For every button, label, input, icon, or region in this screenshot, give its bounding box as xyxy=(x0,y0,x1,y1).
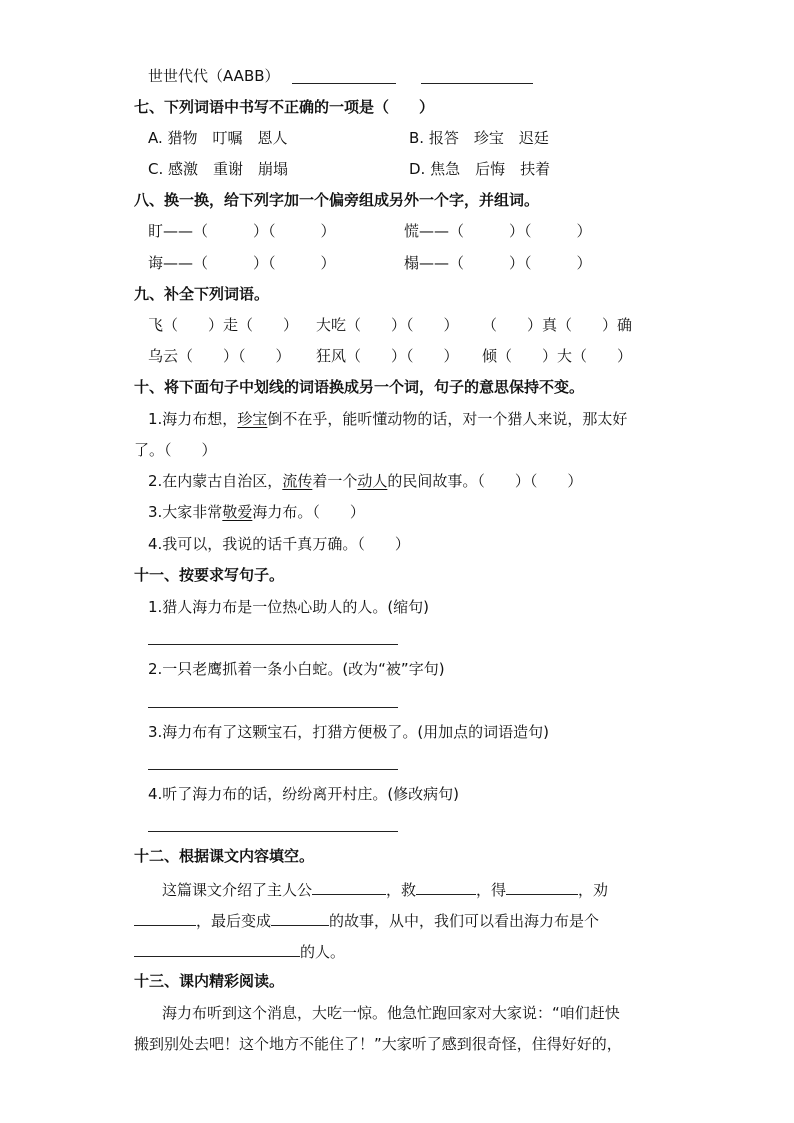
q11-answer-line-3[interactable] xyxy=(148,768,398,770)
q11-answer-line-1[interactable] xyxy=(148,643,398,645)
q8-item-4[interactable]: 榻——（ ）（ ） xyxy=(404,254,592,272)
q10-s2-text-b: 着一个 xyxy=(312,472,358,490)
q9-title: 九、补全下列词语。 xyxy=(134,285,270,303)
q12-blank-save[interactable] xyxy=(416,878,476,895)
q12-text-2: ，救 xyxy=(386,881,417,899)
aabb-word: 世世代代（AABB） xyxy=(148,67,280,85)
q9-word-1[interactable]: 飞（ ）走（ ） xyxy=(148,316,299,334)
q10-s2-underlined-1: 流传 xyxy=(282,472,313,490)
q10-sentence-1-cont[interactable]: 了。（ ） xyxy=(134,441,217,459)
q13-passage-line-1: 海力布听到这个消息，大吃一惊。他急忙跑回家对大家说：“咱们赶快 xyxy=(162,1004,620,1022)
q8-title: 八、换一换，给下列字加一个偏旁组成另外一个字，并组词。 xyxy=(134,191,540,209)
q7-option-d[interactable]: D. 焦急 后悔 扶着 xyxy=(409,160,551,178)
q9-word-2[interactable]: 大吃（ ）（ ） xyxy=(316,316,459,334)
q10-s2-text-c: 的民间故事。（ ）（ ） xyxy=(387,472,583,490)
q11-title: 十一、按要求写句子。 xyxy=(134,566,285,584)
q10-sentence-4[interactable]: 4.我可以，我说的话千真万确。（ ） xyxy=(148,535,410,553)
q8-item-2[interactable]: 慌——（ ）（ ） xyxy=(404,222,592,240)
q9-word-3[interactable]: （ ）真（ ）确 xyxy=(482,316,633,334)
q9-word-4[interactable]: 乌云（ ）（ ） xyxy=(148,347,291,365)
q10-sentence-1 xyxy=(148,409,627,429)
q8-item-1[interactable]: 盯——（ ）（ ） xyxy=(148,222,336,240)
q7-option-c[interactable]: C. 感激 重谢 崩塌 xyxy=(148,160,289,178)
q11-item-2: 2.一只老鹰抓着一条小白蛇。(改为“被”字句) xyxy=(148,660,445,678)
q12-blank-hero[interactable] xyxy=(312,878,386,895)
aabb-blank-1[interactable] xyxy=(292,82,396,84)
q9-word-5[interactable]: 狂风（ ）（ ） xyxy=(316,347,459,365)
q12-text-4: ，劝 xyxy=(578,881,609,899)
q11-answer-line-2[interactable] xyxy=(148,706,398,708)
q12-line-1 xyxy=(162,878,608,900)
q12-blank-character[interactable] xyxy=(134,940,300,957)
q7-option-b[interactable]: B. 报答 珍宝 迟廷 xyxy=(409,129,549,147)
q12-blank-get[interactable] xyxy=(506,878,578,895)
q12-line-2 xyxy=(134,909,599,931)
q11-item-1: 1.猎人海力布是一位热心助人的人。(缩句) xyxy=(148,598,430,616)
q7-title: 七、下列词语中书写不正确的一项是（ ） xyxy=(134,98,435,116)
q7-option-a[interactable]: A. 猎物 叮嘱 恩人 xyxy=(148,129,288,147)
q10-sentence-2[interactable] xyxy=(148,471,582,491)
q12-text-3: ，得 xyxy=(476,881,507,899)
q12-text-6: 的故事，从中，我们可以看出海力布是个 xyxy=(329,912,600,930)
q13-title: 十三、课内精彩阅读。 xyxy=(134,972,285,990)
q11-item-4: 4.听了海力布的话，纷纷离开村庄。(修改病句) xyxy=(148,785,460,803)
q12-text-1: 这篇课文介绍了主人公 xyxy=(162,881,313,899)
q10-sentence-3[interactable] xyxy=(148,502,365,522)
q12-blank-persuade[interactable] xyxy=(134,909,196,926)
q13-passage-line-2: 搬到别处去吧！这个地方不能住了！”大家听了感到很奇怪，住得好好的， xyxy=(134,1035,622,1053)
q10-s3-underlined: 敬爱 xyxy=(222,503,253,521)
q10-s3-text-b: 海力布。（ ） xyxy=(252,503,365,521)
q12-line-3 xyxy=(134,940,345,962)
q10-s1-text-b: 倒不在乎，能听懂动物的话，对一个猎人来说，那太好 xyxy=(267,410,628,428)
q12-text-7: 的人。 xyxy=(300,943,346,961)
q9-word-6[interactable]: 倾（ ）大（ ） xyxy=(482,347,633,365)
q12-blank-become[interactable] xyxy=(271,909,329,926)
q8-item-3[interactable]: 诲——（ ）（ ） xyxy=(148,254,336,272)
q12-text-5: ，最后变成 xyxy=(196,912,272,930)
q11-item-3: 3.海力布有了这颗宝石，打猎方便极了。(用加点的词语造句) xyxy=(148,723,550,741)
q10-s2-underlined-2: 动人 xyxy=(357,472,388,490)
q10-title: 十、将下面句子中划线的词语换成另一个词，句子的意思保持不变。 xyxy=(134,378,585,396)
q11-answer-line-4[interactable] xyxy=(148,830,398,832)
q10-s3-text-a: 3.大家非常 xyxy=(148,503,223,521)
q10-s1-text-a: 1.海力布想， xyxy=(148,410,238,428)
aabb-item xyxy=(148,66,280,86)
q10-s2-text-a: 2.在内蒙古自治区， xyxy=(148,472,283,490)
aabb-blank-2[interactable] xyxy=(421,82,533,84)
q12-title: 十二、根据课文内容填空。 xyxy=(134,847,315,865)
q10-s1-underlined: 珍宝 xyxy=(237,410,268,428)
